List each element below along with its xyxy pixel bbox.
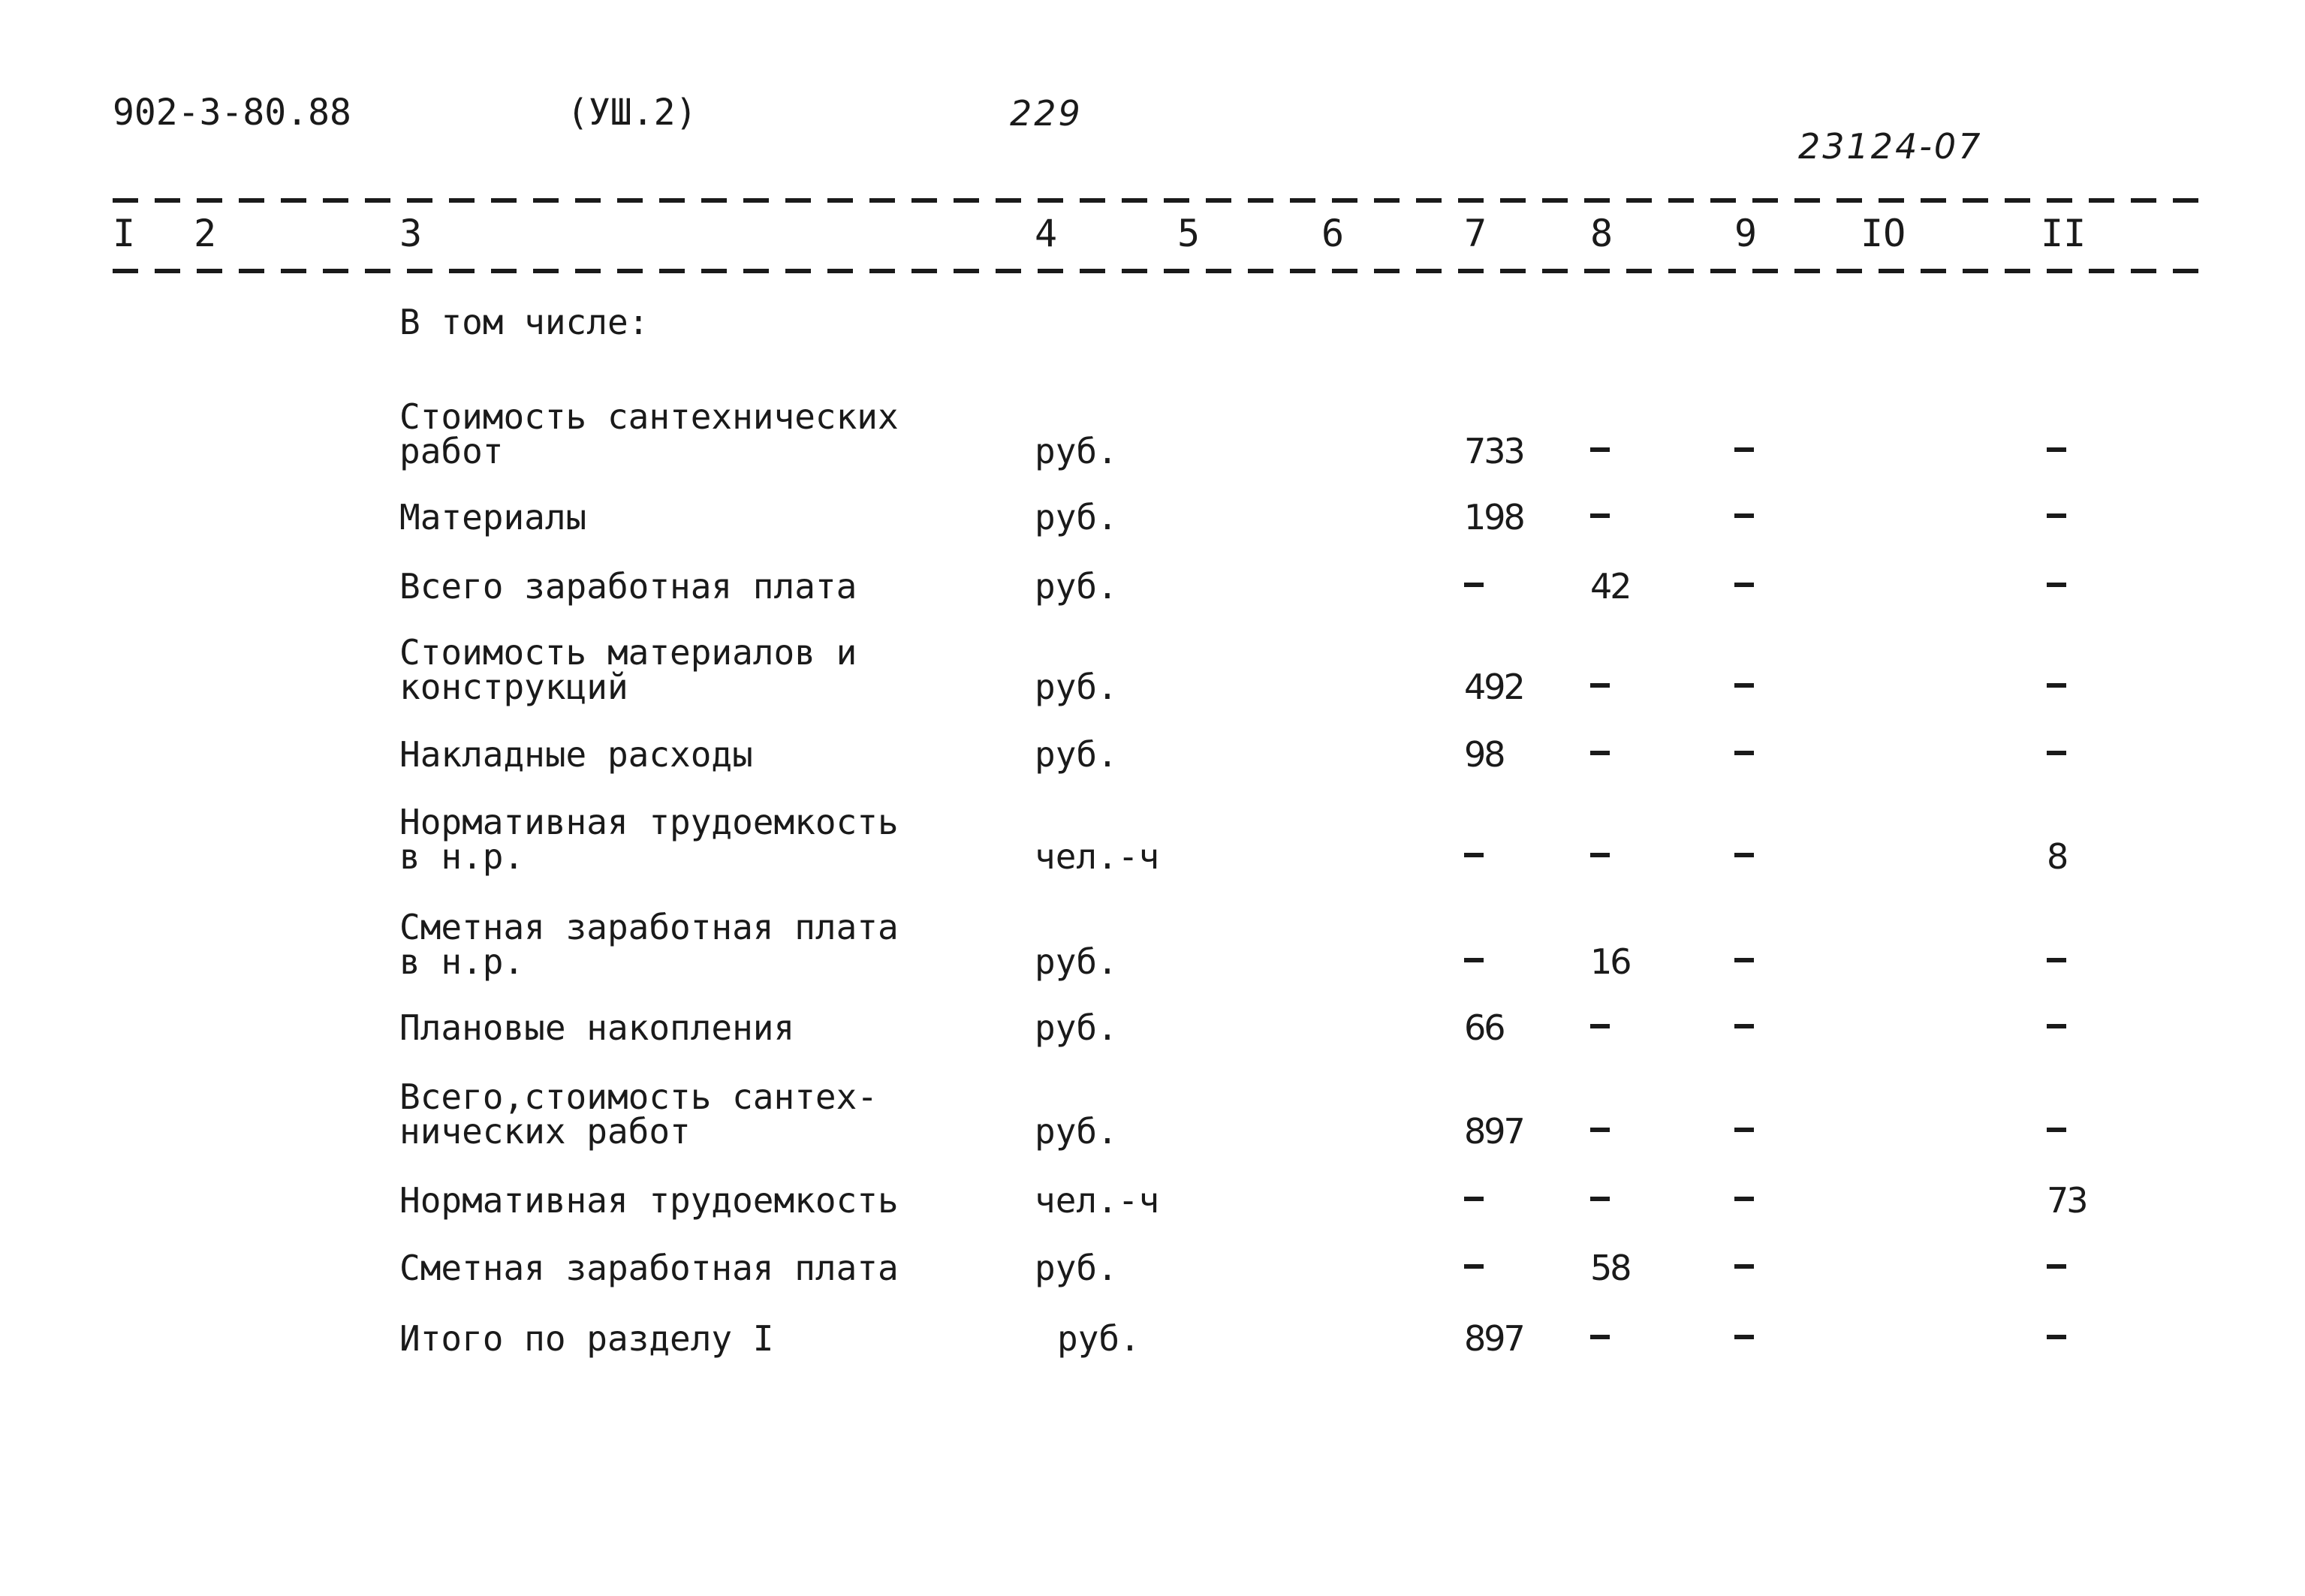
- dash-mark: [2047, 1024, 2066, 1028]
- dash-mark: [1734, 1024, 1754, 1028]
- col11-value: [2047, 751, 2066, 755]
- col7-value: 198: [1464, 497, 1523, 538]
- column-number: II: [2041, 212, 2087, 255]
- row-description: Всего,стоимость сантех- нических работ: [399, 1077, 878, 1152]
- col9-value: [1734, 958, 1754, 962]
- dash-mark: [1734, 583, 1754, 587]
- col8-value: [1590, 751, 1610, 755]
- col11-value: [2047, 1264, 2066, 1269]
- column-number: 9: [1734, 212, 1758, 255]
- col11-value: 73: [2047, 1180, 2087, 1221]
- col7-value: [1464, 853, 1484, 857]
- dash-mark: [2047, 1335, 2066, 1339]
- page-number: 229: [1010, 93, 1083, 134]
- dash-mark: [1464, 583, 1484, 587]
- col9-value: [1734, 683, 1754, 688]
- dash-mark: [1464, 853, 1484, 857]
- row-unit: руб.: [1035, 1248, 1118, 1288]
- column-number: 3: [399, 212, 423, 255]
- row-description: Сметная заработная плата: [399, 1248, 899, 1288]
- dash-mark: [1590, 1197, 1610, 1201]
- row-description: Стоимость материалов и конструкций: [399, 632, 857, 707]
- dash-mark: [2047, 513, 2066, 518]
- dash-mark: [2047, 447, 2066, 452]
- row-description: Стоимость сантехнических работ: [399, 396, 899, 471]
- col9-value: [1734, 1197, 1754, 1201]
- dash-mark: [1734, 1128, 1754, 1132]
- intro-text: В том числе:: [399, 302, 649, 342]
- row-unit: руб.: [1035, 734, 1118, 775]
- col7-value: 66: [1464, 1007, 1504, 1048]
- col8-value: [1590, 853, 1610, 857]
- col11-value: [2047, 513, 2066, 518]
- column-number: 7: [1464, 212, 1487, 255]
- col9-value: [1734, 1335, 1754, 1339]
- row-unit: руб.: [1035, 497, 1118, 538]
- col8-value: [1590, 447, 1610, 452]
- dash-mark: [2047, 1264, 2066, 1269]
- row-unit: чел.-ч: [1035, 1180, 1160, 1221]
- column-number: 4: [1035, 212, 1058, 255]
- col7-value: 733: [1464, 431, 1523, 471]
- row-unit: руб.: [1035, 566, 1118, 607]
- col8-value: 16: [1590, 941, 1630, 982]
- col7-value: [1464, 583, 1484, 587]
- top-dashed-rule: [113, 198, 2207, 203]
- col7-value: [1464, 1264, 1484, 1269]
- dash-mark: [1590, 1128, 1610, 1132]
- dash-mark: [1464, 1197, 1484, 1201]
- dash-mark: [2047, 1128, 2066, 1132]
- col9-value: [1734, 583, 1754, 587]
- dash-mark: [1464, 958, 1484, 962]
- dash-mark: [1590, 853, 1610, 857]
- col7-value: [1464, 1197, 1484, 1201]
- dash-mark: [1734, 513, 1754, 518]
- row-description: Накладные расходы: [399, 734, 753, 775]
- col7-value: [1464, 958, 1484, 962]
- dash-mark: [1734, 958, 1754, 962]
- col8-value: [1590, 1128, 1610, 1132]
- column-number: 2: [194, 212, 217, 255]
- col9-value: [1734, 447, 1754, 452]
- column-number: I: [113, 212, 136, 255]
- dash-mark: [2047, 583, 2066, 587]
- column-number: 8: [1590, 212, 1614, 255]
- row-description: Итого по разделу I: [399, 1318, 774, 1359]
- dash-mark: [1590, 513, 1610, 518]
- row-unit: руб.: [1035, 1007, 1118, 1048]
- col8-value: [1590, 1197, 1610, 1201]
- row-unit: руб.: [1035, 1111, 1118, 1152]
- column-number: 5: [1177, 212, 1201, 255]
- row-unit: руб.: [1057, 1318, 1140, 1359]
- col9-value: [1734, 853, 1754, 857]
- row-unit: руб.: [1035, 431, 1118, 471]
- dash-mark: [1590, 751, 1610, 755]
- row-description: Сметная заработная плата в н.р.: [399, 907, 899, 982]
- dash-mark: [1734, 1264, 1754, 1269]
- col8-value: [1590, 1335, 1610, 1339]
- handwritten-stamp: 23124-07: [1798, 126, 1983, 167]
- col8-value: 42: [1590, 566, 1630, 607]
- col9-value: [1734, 513, 1754, 518]
- col11-value: [2047, 683, 2066, 688]
- dash-mark: [1734, 447, 1754, 452]
- dash-mark: [2047, 683, 2066, 688]
- col8-value: 58: [1590, 1248, 1630, 1288]
- col8-value: [1590, 1024, 1610, 1028]
- dash-mark: [1734, 1197, 1754, 1201]
- col9-value: [1734, 1128, 1754, 1132]
- col11-value: [2047, 958, 2066, 962]
- col7-value: 492: [1464, 667, 1523, 707]
- col9-value: [1734, 751, 1754, 755]
- row-description: Всего заработная плата: [399, 566, 857, 607]
- col9-value: [1734, 1264, 1754, 1269]
- col7-value: 897: [1464, 1111, 1523, 1152]
- row-description: Материалы: [399, 497, 587, 538]
- row-description: Плановые накопления: [399, 1007, 795, 1048]
- row-unit: руб.: [1035, 667, 1118, 707]
- column-number: IO: [1861, 212, 1906, 255]
- col11-value: [2047, 1335, 2066, 1339]
- dash-mark: [1590, 447, 1610, 452]
- dash-mark: [1590, 1335, 1610, 1339]
- col8-value: [1590, 683, 1610, 688]
- dash-mark: [1734, 1335, 1754, 1339]
- dash-mark: [2047, 958, 2066, 962]
- row-unit: руб.: [1035, 941, 1118, 982]
- row-description: Нормативная трудоемкость в н.р.: [399, 802, 899, 877]
- col7-value: 98: [1464, 734, 1504, 775]
- col11-value: [2047, 1024, 2066, 1028]
- section-label: (УШ.2): [567, 92, 698, 134]
- dash-mark: [1590, 1024, 1610, 1028]
- dash-mark: [1734, 751, 1754, 755]
- col11-value: [2047, 583, 2066, 587]
- column-number: 6: [1321, 212, 1345, 255]
- col11-value: 8: [2047, 836, 2067, 877]
- dash-mark: [1734, 853, 1754, 857]
- col11-value: [2047, 1128, 2066, 1132]
- col11-value: [2047, 447, 2066, 452]
- col7-value: 897: [1464, 1318, 1523, 1359]
- dash-mark: [1734, 683, 1754, 688]
- col9-value: [1734, 1024, 1754, 1028]
- bottom-dashed-rule: [113, 269, 2207, 273]
- row-unit: чел.-ч: [1035, 836, 1160, 877]
- dash-mark: [1590, 683, 1610, 688]
- row-description: Нормативная трудоемкость: [399, 1180, 899, 1221]
- dash-mark: [2047, 751, 2066, 755]
- document-code: 902-3-80.88: [113, 92, 351, 134]
- dash-mark: [1464, 1264, 1484, 1269]
- col8-value: [1590, 513, 1610, 518]
